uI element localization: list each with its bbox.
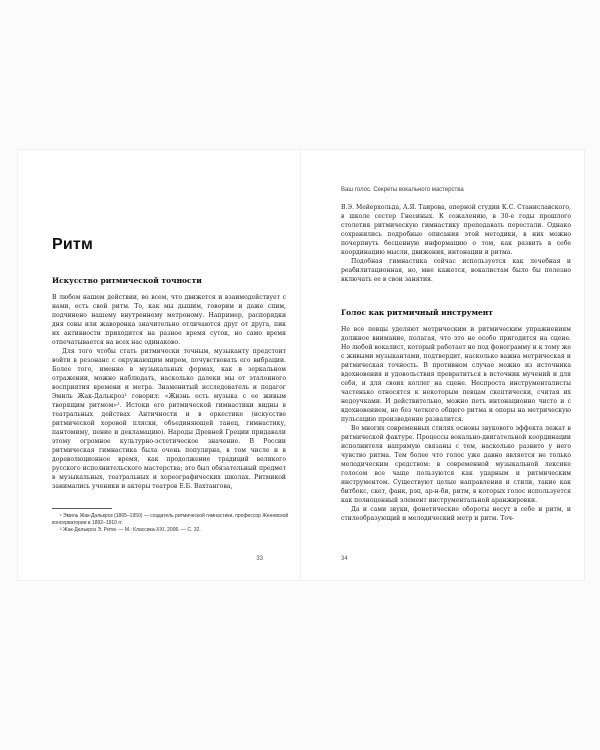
footnote: ¹ Эмиль Жак-Далькроз (1865–1950) — создатель ритмической гимнастики, профессор Женевской консерватории в 1892–1910 гг. [52, 513, 289, 527]
left-page-body [52, 293, 286, 491]
paragraph: Да и сами звуки, фонетические обороты несут в себе и ритм, и стилеобразующий и мелодический метр и ритм. Точ- [341, 506, 571, 522]
paragraph: Не все певцы уделяют метрическим и ритмическим упражнениям должное внимание, полагая, что это не особо пригодится на сцене. Но любой вокалист, который работает не под фонограмму и к тому же с живыми музыкантами, подтвердит, насколько важна метрическая и ритмическая точность. В противном случае можно из источника вдохновения и удовольствия превратиться в источник мучений и для себя, и для своих коллег на сцене. Неспроста инструменталисты частенько относятся к некоторым певцам скептически, считая их недоучками. И действительно, можно петь интонационно чисто и с вдохновением, но без четкого общего ритма и опоры на метрическую пульсацию произведение развалится. [341, 326, 571, 423]
left-page [18, 150, 301, 580]
chapter-title: Ритм [52, 236, 93, 253]
page-number: 33 [256, 556, 263, 562]
section-title-rhythm-accuracy: Искусство ритмической точности [52, 276, 202, 285]
running-header: Ваш голос. Секреты вокального мастерства [341, 187, 464, 193]
footnote-divider [52, 508, 112, 509]
paragraph: Подобная гимнастика сейчас используется как лечебная и реабилитационная, но, мне кажется, вокалистам было бы полезно включать ее в свои занятия. [341, 258, 571, 283]
footnote: ² Жак-Далькроз Э. Ритм. — М.: Классика-XXI, 2006. — С. 32. [60, 527, 201, 534]
footnotes [52, 513, 292, 535]
paragraph: Для того чтобы стать ритмически точным, музыканту предстоит войти в резонанс с окружающим миром, почувствовать его вибрации. Более того, именно в музыкальных формах, как в зеркальном отражении, можно наблюдать, насколько далеки мы от эталонного восприятия времени и метра. Знаменитый исследователь и педагог Эмиль Жак-Далькроз¹ говорил: «Жизнь есть музыка с ее живым творящим ритмом»². Истоки его ритмической гимнастики видны в театральных действах Античности и в оркестике (искусстве ритмической хоровой пляски, объединяющей танец, гимнастику, пантомиму, пение и декламацию). Народы Древней Греции придавали этому огромное культурно-эстетическое значение. В России ритмическая гимнастика была очень популярна, в том числе и в дореволюционное время, как продолжение традиций великого русского исполнительского мастерства; это был обязательный предмет в музыкальных, театральных и хореографических школах. Ритмикой занимались ученики и актеры театров Е.Б. Вахтангова, [52, 348, 286, 490]
right-page [301, 150, 584, 580]
page-number: 34 [341, 556, 348, 562]
right-page-body-bottom [341, 325, 571, 523]
paragraph: В.Э. Мейерхольда, А.Я. Таирова, оперной студии К.С. Станиславского, в школе сестер Гнесиных. К сожалению, в 30-е годы прошлого столетия ритмическую гимнастику преподавать перестали. Однако сохранились подробные описания этой методики, в них можно почерпнуть бесценную информацию о том, как развить в себе координацию мысли, движения, интонации и ритма. [341, 204, 571, 256]
paragraph: Во многих современных стилях основы звукового эффекта лежат в ритмической фактуре. Процессы вокально-двигательной координации исполнителя напрямую связаны с тем, насколько развито у него чувство ритма. Тем более что голос уже давно является не только мелодическим средством: в современной музыкальной лексике голосом все чаще пользуются как ударным и ритмическим инструментом. Существуют целые направления и стили, такие как битбокс, скет, фанк, рэп, ар-н-би, ритм, в которых голос используется как полноценный элемент инструментальной аранжировки. [341, 425, 571, 504]
right-page-body-top [341, 203, 571, 284]
section-title-voice-instrument: Голос как ритмичный инструмент [341, 308, 493, 317]
paragraph: В любом нашем действии, во всем, что движется и взаимодействует с нами, есть свой ритм. То, как мы дышим, говорим и даже спим, подчинено нашему внутреннему метроному. Например, распорядки дня совы или жаворонка значительно отличаются друг от друга, пик их активности приходится на разное время суток, но само время отпечатывается на всех нас одинаково. [52, 294, 286, 346]
